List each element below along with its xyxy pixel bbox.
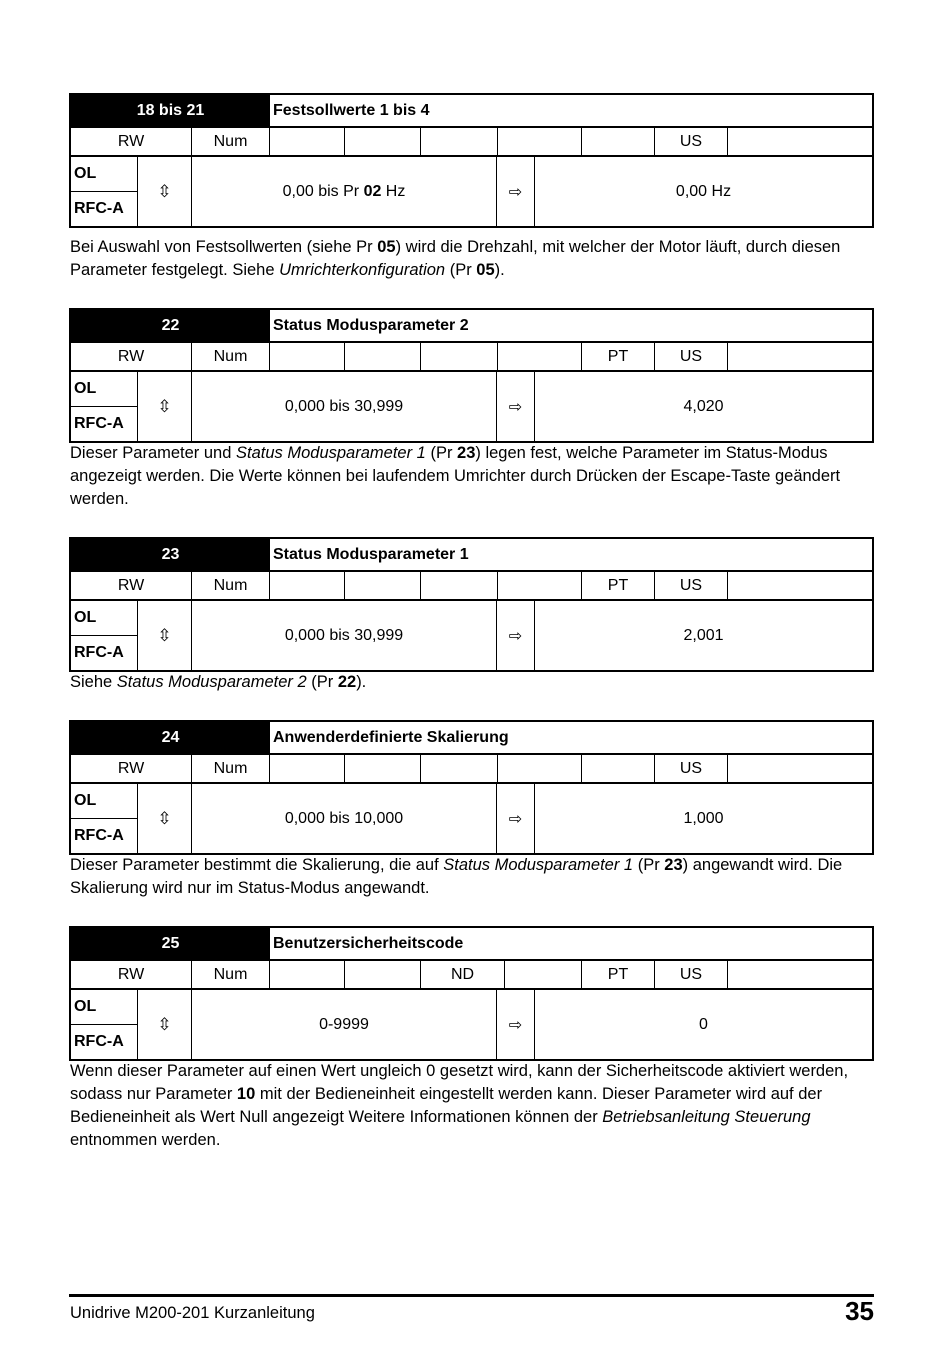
attr-cell: Num: [192, 961, 270, 988]
param-default: 0: [699, 1015, 708, 1033]
attr-cell: US: [655, 755, 728, 782]
footer-rule: [69, 1294, 874, 1297]
param-name: Benutzersicherheitscode: [273, 934, 464, 952]
param-table-22: [69, 308, 874, 443]
page-number: 35: [845, 1296, 874, 1326]
param-number: 25: [71, 928, 270, 959]
attr-cell: [498, 128, 582, 155]
attr-cell: [421, 755, 498, 782]
attr-cell: [498, 572, 582, 599]
param-range: 0,00 bis Pr 02 Hz: [192, 157, 497, 226]
attr-cell: [728, 128, 872, 155]
param-range: 0,000 bis 10,000: [192, 784, 497, 853]
param-number: 23: [71, 539, 270, 570]
param-range: 0,000 bis 30,999: [192, 372, 497, 441]
mode-rfc-a: RFC-A: [74, 415, 124, 432]
param-default: 4,020: [683, 397, 724, 415]
attr-cell: RW: [71, 128, 192, 155]
param-number: 24: [71, 722, 270, 753]
param-name: Anwenderdefinierte Skalierung: [273, 728, 509, 746]
param-name: Status Modusparameter 2: [273, 316, 469, 334]
attr-cell: RW: [71, 755, 192, 782]
default-icon: ⇨: [497, 784, 535, 853]
attr-cell: [498, 343, 582, 370]
description-22: Dieser Parameter und Status Modusparameter 1 (Pr 23) legen fest, welche Parameter im Status-Modus angezeigt werden. Die Werte können bei laufendem Umrichter durch Drücken der Escape-Taste geändert werden.: [70, 444, 841, 508]
mode-rfc-a: RFC-A: [74, 644, 124, 661]
param-name: Status Modusparameter 1: [273, 545, 469, 563]
range-icon: ⇳: [138, 784, 192, 853]
attr-cell: US: [655, 343, 728, 370]
attr-cell: [270, 755, 345, 782]
attr-cell: PT: [582, 343, 655, 370]
default-icon: ⇨: [497, 601, 535, 670]
mode-rfc-a: RFC-A: [74, 1033, 124, 1050]
attr-cell: Num: [192, 343, 270, 370]
mode-ol: OL: [71, 157, 137, 192]
param-name: Festsollwerte 1 bis 4: [273, 101, 430, 119]
mode-ol: OL: [71, 372, 137, 407]
attr-cell: [498, 755, 582, 782]
attr-cell: [728, 343, 872, 370]
attr-cell: Num: [192, 128, 270, 155]
attr-cell: [270, 572, 345, 599]
default-icon: ⇨: [497, 157, 535, 226]
footer-title: Unidrive M200-201 Kurzanleitung: [70, 1304, 315, 1322]
description-25: Wenn dieser Parameter auf einen Wert ungleich 0 gesetzt wird, kann der Sicherheitscode aktiviert werden, sodass nur Parameter 10 mit der Bedieneinheit eingestellt werden kann. Dieser Parameter wird auf der Bedieneinheit als Wert Null angezeigt Weitere Informationen können der Betriebsanleitung Steuerung entnommen werden.: [70, 1062, 849, 1149]
attr-cell: [345, 572, 421, 599]
mode-ol: OL: [71, 601, 137, 636]
attr-cell: PT: [582, 961, 655, 988]
attr-cell: RW: [71, 343, 192, 370]
attr-cell: [728, 961, 872, 988]
attr-cell: RW: [71, 572, 192, 599]
default-icon: ⇨: [497, 990, 535, 1059]
description-18-21: Bei Auswahl von Festsollwerten (siehe Pr 05) wird die Drehzahl, mit welcher der Motor läuft, durch diesen Parameter festgelegt. Siehe Umrichterkonfiguration (Pr 05).: [70, 238, 841, 279]
param-table-25: [69, 926, 874, 1061]
range-icon: ⇳: [138, 157, 192, 226]
attr-cell: US: [655, 128, 728, 155]
param-table-23: [69, 537, 874, 672]
attr-cell: PT: [582, 572, 655, 599]
mode-ol: OL: [71, 990, 137, 1025]
param-table-18-21: [69, 93, 874, 228]
mode-rfc-a: RFC-A: [74, 200, 124, 217]
param-range: 0-9999: [192, 990, 497, 1059]
attr-cell: US: [655, 961, 728, 988]
param-number: 18 bis 21: [71, 95, 270, 126]
description-24: Dieser Parameter bestimmt die Skalierung, die auf Status Modusparameter 1 (Pr 23) angewandt wird. Die Skalierung wird nur im Status-Modus angewandt.: [70, 856, 843, 897]
param-number: 22: [71, 310, 270, 341]
attr-cell: [421, 572, 498, 599]
attr-cell: [270, 343, 345, 370]
param-range: 0,000 bis 30,999: [192, 601, 497, 670]
mode-rfc-a: RFC-A: [74, 827, 124, 844]
attr-cell: [421, 128, 498, 155]
attr-cell: [505, 961, 582, 988]
attr-cell: US: [655, 572, 728, 599]
range-icon: ⇳: [138, 990, 192, 1059]
param-default: 0,00 Hz: [675, 182, 732, 200]
param-table-24: [69, 720, 874, 855]
attr-cell: [345, 343, 421, 370]
attr-cell: [582, 128, 655, 155]
range-icon: ⇳: [138, 601, 192, 670]
attr-cell: Num: [192, 755, 270, 782]
attr-cell: [728, 755, 872, 782]
default-icon: ⇨: [497, 372, 535, 441]
param-default: 1,000: [683, 809, 724, 827]
mode-ol: OL: [71, 784, 137, 819]
attr-cell: [582, 755, 655, 782]
attr-cell: [345, 755, 421, 782]
attr-cell: [421, 343, 498, 370]
attr-cell: [345, 128, 421, 155]
description-23: Siehe Status Modusparameter 2 (Pr 22).: [70, 673, 367, 691]
attr-cell: ND: [421, 961, 505, 988]
attr-cell: Num: [192, 572, 270, 599]
attr-cell: [270, 961, 345, 988]
attr-cell: RW: [71, 961, 192, 988]
attr-cell: [728, 572, 872, 599]
attr-cell: [270, 128, 345, 155]
range-icon: ⇳: [138, 372, 192, 441]
attr-cell: [345, 961, 421, 988]
param-default: 2,001: [683, 626, 724, 644]
